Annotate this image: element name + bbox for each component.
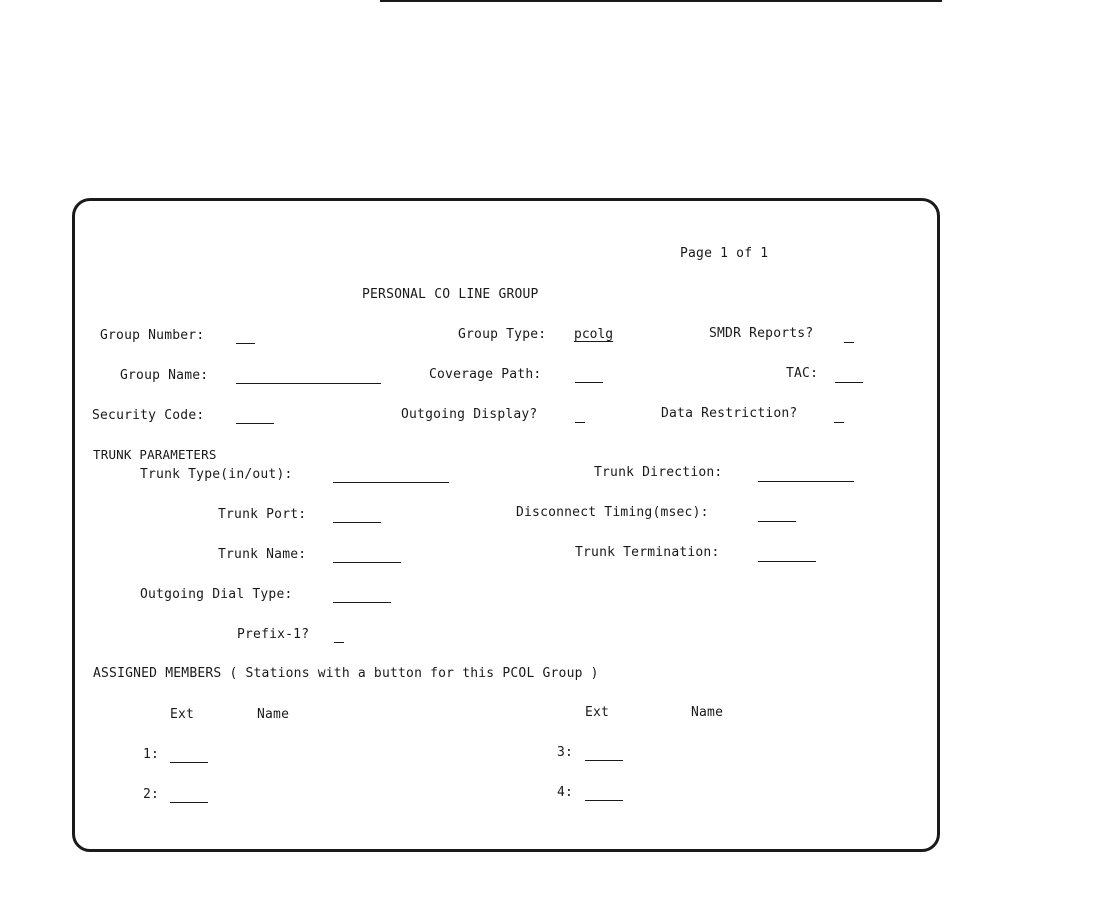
members-name-header-right: Name — [691, 705, 724, 720]
tac-label: TAC: — [786, 366, 819, 381]
group-type-label: Group Type: — [458, 327, 547, 342]
member-row-3-label: 3: — [557, 745, 574, 760]
disconnect-timing-label: Disconnect Timing(msec): — [516, 505, 709, 520]
trunk-type-field[interactable] — [333, 482, 449, 483]
outgoing-dial-type-field[interactable] — [333, 602, 391, 603]
trunk-port-label: Trunk Port: — [218, 507, 307, 522]
trunk-name-label: Trunk Name: — [218, 547, 307, 562]
assigned-members-heading: ASSIGNED MEMBERS ( Stations with a button for this PCOL Group ) — [93, 666, 599, 681]
trunk-termination-field[interactable] — [758, 561, 816, 562]
member-4-ext-field[interactable] — [585, 800, 623, 801]
trunk-direction-field[interactable] — [758, 481, 854, 482]
security-code-field[interactable] — [236, 423, 274, 424]
members-name-header-left: Name — [257, 707, 290, 722]
coverage-path-field[interactable] — [575, 382, 603, 383]
prefix-1-field[interactable] — [334, 642, 344, 643]
members-ext-header-right: Ext — [585, 705, 610, 720]
group-number-label: Group Number: — [100, 328, 205, 343]
security-code-label: Security Code: — [92, 408, 205, 423]
data-restriction-field[interactable] — [834, 422, 844, 423]
member-2-ext-field[interactable] — [170, 802, 208, 803]
trunk-type-label: Trunk Type(in/out): — [140, 467, 293, 482]
top-rule — [380, 0, 942, 2]
trunk-parameters-heading: TRUNK PARAMETERS — [93, 447, 217, 462]
member-3-ext-field[interactable] — [585, 760, 623, 761]
member-row-1-label: 1: — [143, 747, 160, 762]
outgoing-display-field[interactable] — [575, 422, 585, 423]
trunk-port-field[interactable] — [333, 522, 381, 523]
smdr-reports-field[interactable] — [844, 342, 854, 343]
member-row-2-label: 2: — [143, 787, 160, 802]
trunk-direction-label: Trunk Direction: — [594, 465, 723, 480]
members-ext-header-left: Ext — [170, 707, 195, 722]
page-indicator: Page 1 of 1 — [680, 246, 769, 261]
trunk-termination-label: Trunk Termination: — [575, 545, 720, 560]
disconnect-timing-field[interactable] — [758, 521, 796, 522]
form-title: PERSONAL CO LINE GROUP — [362, 287, 539, 302]
coverage-path-label: Coverage Path: — [429, 367, 542, 382]
data-restriction-label: Data Restriction? — [661, 406, 798, 421]
member-row-4-label: 4: — [557, 785, 574, 800]
group-number-field[interactable] — [236, 343, 255, 344]
group-name-field[interactable] — [236, 383, 381, 384]
group-type-value[interactable]: pcolg — [574, 327, 614, 342]
group-name-label: Group Name: — [120, 368, 209, 383]
member-1-ext-field[interactable] — [170, 762, 208, 763]
prefix-1-label: Prefix-1? — [237, 627, 310, 642]
outgoing-display-label: Outgoing Display? — [401, 407, 538, 422]
trunk-name-field[interactable] — [333, 562, 401, 563]
outgoing-dial-type-label: Outgoing Dial Type: — [140, 587, 293, 602]
tac-field[interactable] — [835, 382, 863, 383]
smdr-reports-label: SMDR Reports? — [709, 326, 814, 341]
